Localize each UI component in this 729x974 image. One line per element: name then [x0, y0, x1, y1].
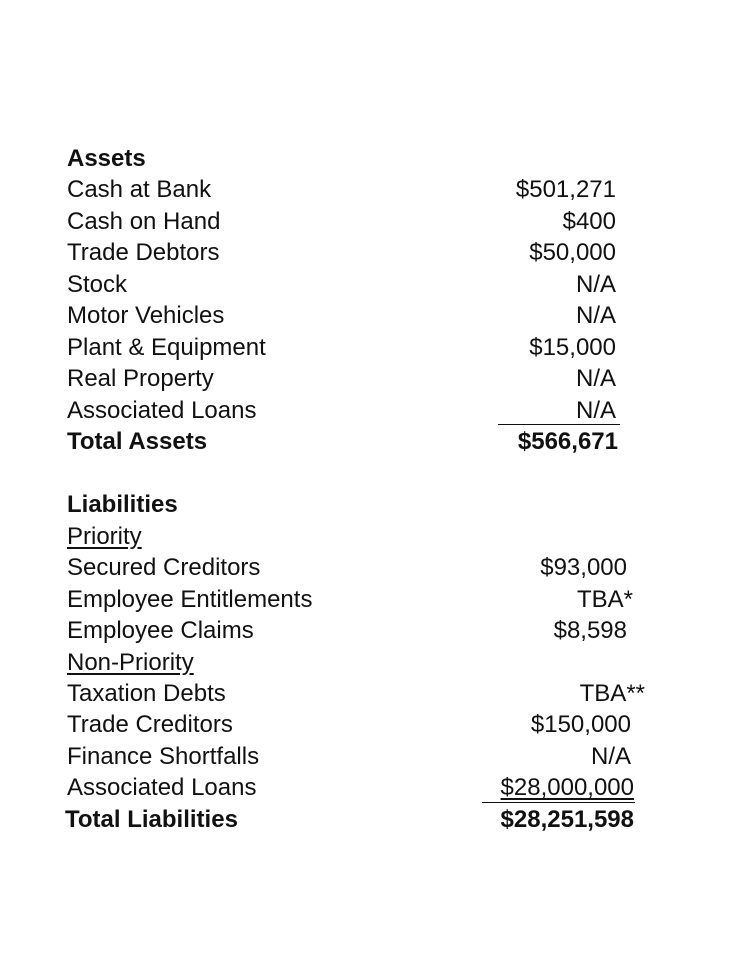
- asset-value: N/A: [575, 271, 616, 298]
- asset-value: $400: [562, 208, 616, 235]
- assets-total-value: $566,671: [517, 428, 618, 455]
- liability-row: [0, 584, 729, 615]
- liability-value: $93,000: [540, 554, 627, 581]
- asset-value: N/A: [575, 302, 616, 329]
- asset-value: $50,000: [529, 239, 616, 266]
- asset-label: Associated Loans: [67, 397, 257, 424]
- liability-row: [0, 741, 729, 772]
- asset-row: [0, 300, 729, 331]
- priority-subheading: Priority: [67, 523, 142, 550]
- priority-heading-row: [0, 521, 729, 552]
- liability-row: [0, 772, 729, 803]
- asset-label: Plant & Equipment: [67, 334, 266, 361]
- liabilities-heading: Liabilities: [67, 491, 178, 518]
- assets-total-label: Total Assets: [67, 428, 208, 455]
- asset-value: N/A: [575, 397, 616, 424]
- liability-value: $28,000,000: [500, 774, 634, 801]
- asset-label: Real Property: [67, 365, 214, 392]
- non-priority-subheading: Non-Priority: [67, 649, 194, 676]
- liability-label: Associated Loans: [67, 774, 257, 801]
- liability-row: [0, 552, 729, 583]
- asset-label: Stock: [67, 271, 128, 298]
- asset-label: Motor Vehicles: [67, 302, 225, 329]
- asset-row: [0, 237, 729, 268]
- liability-label: Employee Claims: [67, 617, 254, 644]
- liability-value: $8,598: [553, 617, 627, 644]
- asset-row: [0, 269, 729, 300]
- liability-label: Employee Entitlements: [67, 586, 313, 613]
- asset-label: Trade Debtors: [67, 239, 220, 266]
- assets-heading-row: [0, 143, 729, 174]
- assets-total-row: [0, 426, 729, 457]
- liability-row: [0, 615, 729, 646]
- liability-value: $150,000: [530, 711, 631, 738]
- asset-value: $15,000: [529, 334, 616, 361]
- liability-value: N/A: [590, 743, 631, 770]
- liability-value: TBA*: [576, 586, 633, 613]
- asset-row: [0, 206, 729, 237]
- liability-label: Trade Creditors: [67, 711, 233, 738]
- asset-row: [0, 395, 729, 426]
- non-priority-heading-row: [0, 647, 729, 678]
- assets-total-rule: [498, 424, 620, 425]
- liabilities-total-label: Total Liabilities: [65, 806, 238, 833]
- asset-label: Cash at Bank: [67, 176, 212, 203]
- liabilities-heading-row: [0, 489, 729, 520]
- liability-label: Taxation Debts: [67, 680, 226, 707]
- asset-row: [0, 174, 729, 205]
- asset-row: [0, 363, 729, 394]
- assets-heading: Assets: [67, 145, 146, 172]
- liability-label: Finance Shortfalls: [67, 743, 260, 770]
- asset-value: N/A: [575, 365, 616, 392]
- asset-row: [0, 332, 729, 363]
- liabilities-total-row: [0, 804, 729, 835]
- liability-value: TBA**: [579, 680, 645, 707]
- asset-label: Cash on Hand: [67, 208, 221, 235]
- asset-value: $501,271: [515, 176, 616, 203]
- liability-row: [0, 678, 729, 709]
- liabilities-total-rule: [482, 802, 635, 803]
- liability-label: Secured Creditors: [67, 554, 261, 581]
- liability-row: [0, 709, 729, 740]
- liabilities-total-value: $28,251,598: [500, 806, 634, 833]
